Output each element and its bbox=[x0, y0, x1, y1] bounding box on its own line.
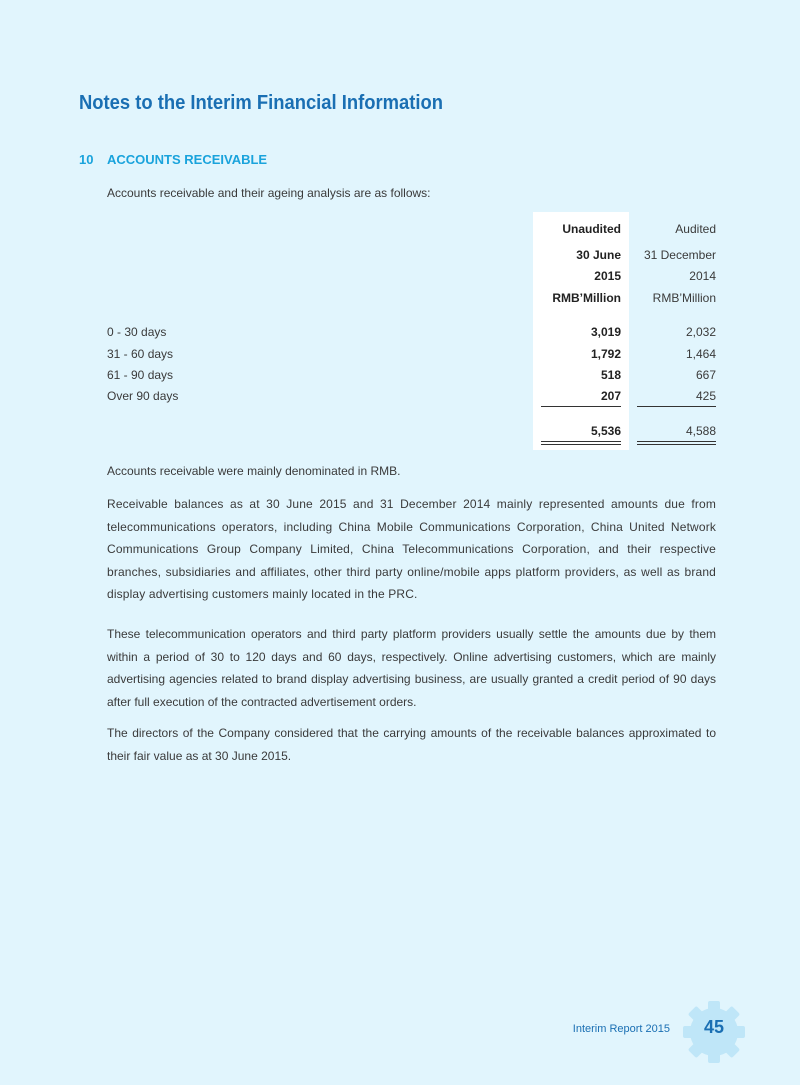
page-number: 45 bbox=[703, 1017, 725, 1037]
total-rule-top-unaudited bbox=[541, 441, 621, 442]
col-status-audited: Audited bbox=[675, 222, 716, 236]
paragraph-fair-value: The directors of the Company considered that the carrying amounts of the receivable balances approximated to their fair value as at 30 June 2015. bbox=[107, 726, 716, 763]
total-rule-top-audited bbox=[637, 441, 716, 442]
paragraph-settlement-terms: These telecommunication operators and third party platform providers usually settle the amounts due by them within a period of 30 to 120 days and 60 days, respectively. Online advertising customers, which are mainly advertising agencies related to brand display advertising business, are usually granted a credit period of 90 days after full execution of the contracted advertisement orders. bbox=[107, 627, 716, 709]
total-rule-bottom-audited bbox=[637, 444, 716, 445]
paragraph-denomination: Accounts receivable were mainly denominated in RMB. bbox=[107, 464, 401, 478]
total-rule-bottom-unaudited bbox=[541, 444, 621, 445]
paragraph-receivable-balances: Receivable balances as at 30 June 2015 and 31 December 2014 mainly represented amounts due from telecommunications operators, including China Mobile Communications Corporation, China United Network Communications Group Company Limited, China Telecommunications Corporation, and their respective branches, subsidiaries and affiliates, other third party online/mobile apps platform providers, as well as brand display advertising customers mainly located in the PRC. bbox=[107, 497, 716, 601]
subtotal-rule-audited bbox=[637, 406, 716, 407]
row-value-audited: 2,032 bbox=[685, 325, 716, 339]
row-value-unaudited: 518 bbox=[600, 368, 621, 382]
row-label: Over 90 days bbox=[107, 389, 179, 403]
col-unit-audited: RMB’Million bbox=[652, 291, 716, 305]
total-value-unaudited: 5,536 bbox=[590, 424, 621, 438]
section-title: ACCOUNTS RECEIVABLE bbox=[107, 152, 268, 167]
section-intro: Accounts receivable and their ageing analysis are as follows: bbox=[107, 186, 431, 200]
col-unit-unaudited: RMB’Million bbox=[552, 291, 621, 305]
col-year-unaudited: 2015 bbox=[594, 269, 621, 283]
col-date-unaudited: 30 June bbox=[576, 248, 621, 262]
row-value-unaudited: 1,792 bbox=[590, 347, 621, 361]
row-label: 61 - 90 days bbox=[107, 368, 174, 382]
row-value-unaudited: 207 bbox=[600, 389, 621, 403]
col-year-audited: 2014 bbox=[689, 269, 716, 283]
col-date-audited: 31 December bbox=[643, 248, 716, 262]
row-value-audited: 1,464 bbox=[685, 347, 716, 361]
row-label: 0 - 30 days bbox=[107, 325, 167, 339]
page-title: Notes to the Interim Financial Information bbox=[79, 92, 443, 114]
footer-report-label: Interim Report 2015 bbox=[572, 1023, 670, 1035]
total-value-audited: 4,588 bbox=[685, 424, 716, 438]
col-status-unaudited: Unaudited bbox=[562, 222, 621, 236]
section-heading bbox=[79, 152, 267, 167]
section-number: 10 bbox=[79, 152, 94, 167]
row-label: 31 - 60 days bbox=[107, 347, 174, 361]
subtotal-rule-unaudited bbox=[541, 406, 621, 407]
row-value-audited: 667 bbox=[695, 368, 716, 382]
row-value-unaudited: 3,019 bbox=[590, 325, 621, 339]
row-value-audited: 425 bbox=[695, 389, 716, 403]
